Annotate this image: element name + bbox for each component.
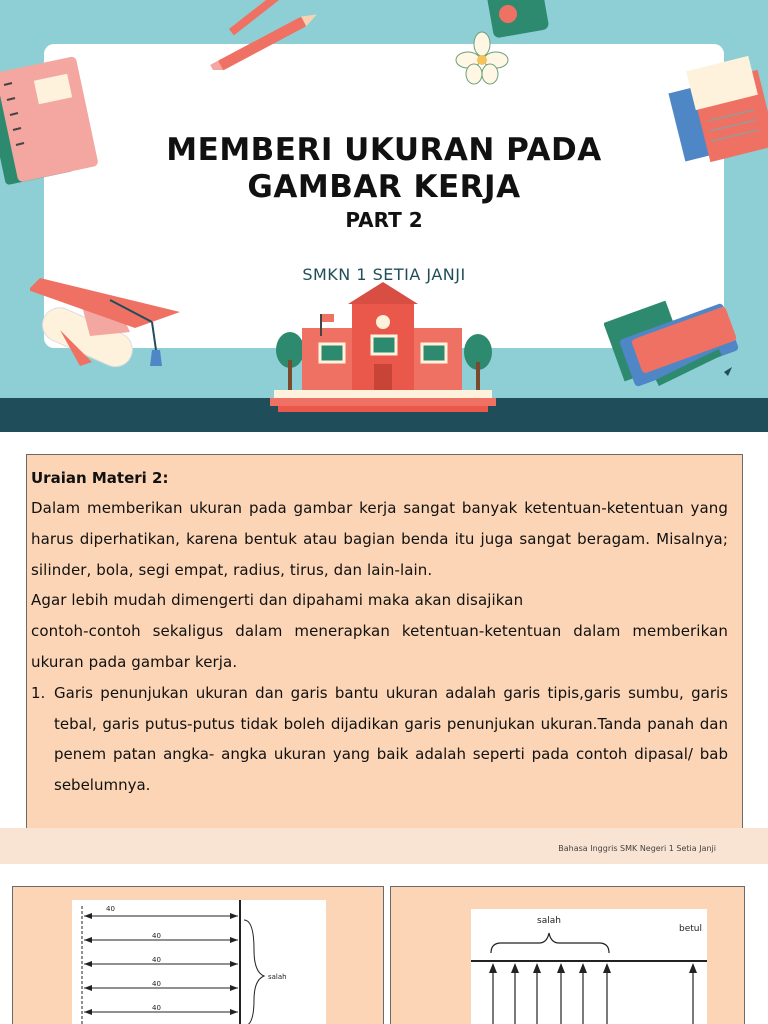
material-box <box>26 454 743 832</box>
pencils-icon <box>190 0 330 70</box>
dimension-label: 40 <box>152 980 161 988</box>
list-text: Garis penunjukan ukuran dan garis bantu ukuran adalah garis tipis,garis sumbu, garis tebal, garis putus-putus tidak boleh dijadikan garis penunjukan ukuran.Tanda panah dan penem patan angka- angka ukuran yang baik adalah seperti pada contoh dipasal/ bab sebelumnya. <box>54 683 728 795</box>
school-name: SMKN 1 SETIA JANJI <box>302 265 466 284</box>
label-right: betul <box>679 924 702 934</box>
flower-icon <box>452 30 512 86</box>
paragraph-1: Dalam memberikan ukuran pada gambar kerja sangat banyak ketentuan-ketentuan yang harus diperhatikan, karena bentuk atau bagian benda itu juga sangat beragam. Misalnya; silinder, bola, segi empat, radius, tirus, dan lain-lain. <box>31 499 728 579</box>
figures-slide <box>0 864 768 1024</box>
graduation-cap-icon <box>30 270 190 385</box>
label-wrong: salah <box>537 916 561 926</box>
title-line-2: GAMBAR KERJA <box>247 169 521 205</box>
figure-panel-right <box>390 886 745 1024</box>
list-number: 1. <box>31 683 46 702</box>
list-item <box>31 678 728 801</box>
wrong-note: salah <box>268 973 287 981</box>
figure-panel-left <box>12 886 384 1024</box>
dimension-label: 40 <box>152 1004 161 1012</box>
paragraph-2a: Agar lebih mudah dimengerti dan dipahami maka akan disajikan <box>31 591 524 610</box>
content-slide <box>0 432 768 864</box>
dimension-figure-comparison <box>471 909 707 1024</box>
title-line-1: MEMBERI UKURAN PADA <box>166 132 602 168</box>
page-title <box>44 132 724 206</box>
part-subtitle: PART 2 <box>345 208 423 232</box>
title-slide <box>0 0 768 432</box>
school-building-icon <box>270 280 496 418</box>
dimension-label: 40 <box>152 956 161 964</box>
dimension-label: 40 <box>106 905 115 913</box>
pencil-case-icon <box>604 280 754 405</box>
dimension-figure-wrong <box>72 900 326 1024</box>
dimension-label: 40 <box>152 932 161 940</box>
paragraph-2b: contoh-contoh sekaligus dalam menerapkan ketentuan-ketentuan dalam memberikan ukuran pada gambar kerja. <box>31 622 728 671</box>
footer-text: Bahasa Inggris SMK Negeri 1 Setia Janji <box>558 844 716 853</box>
section-heading: Uraian Materi 2: <box>31 469 169 487</box>
